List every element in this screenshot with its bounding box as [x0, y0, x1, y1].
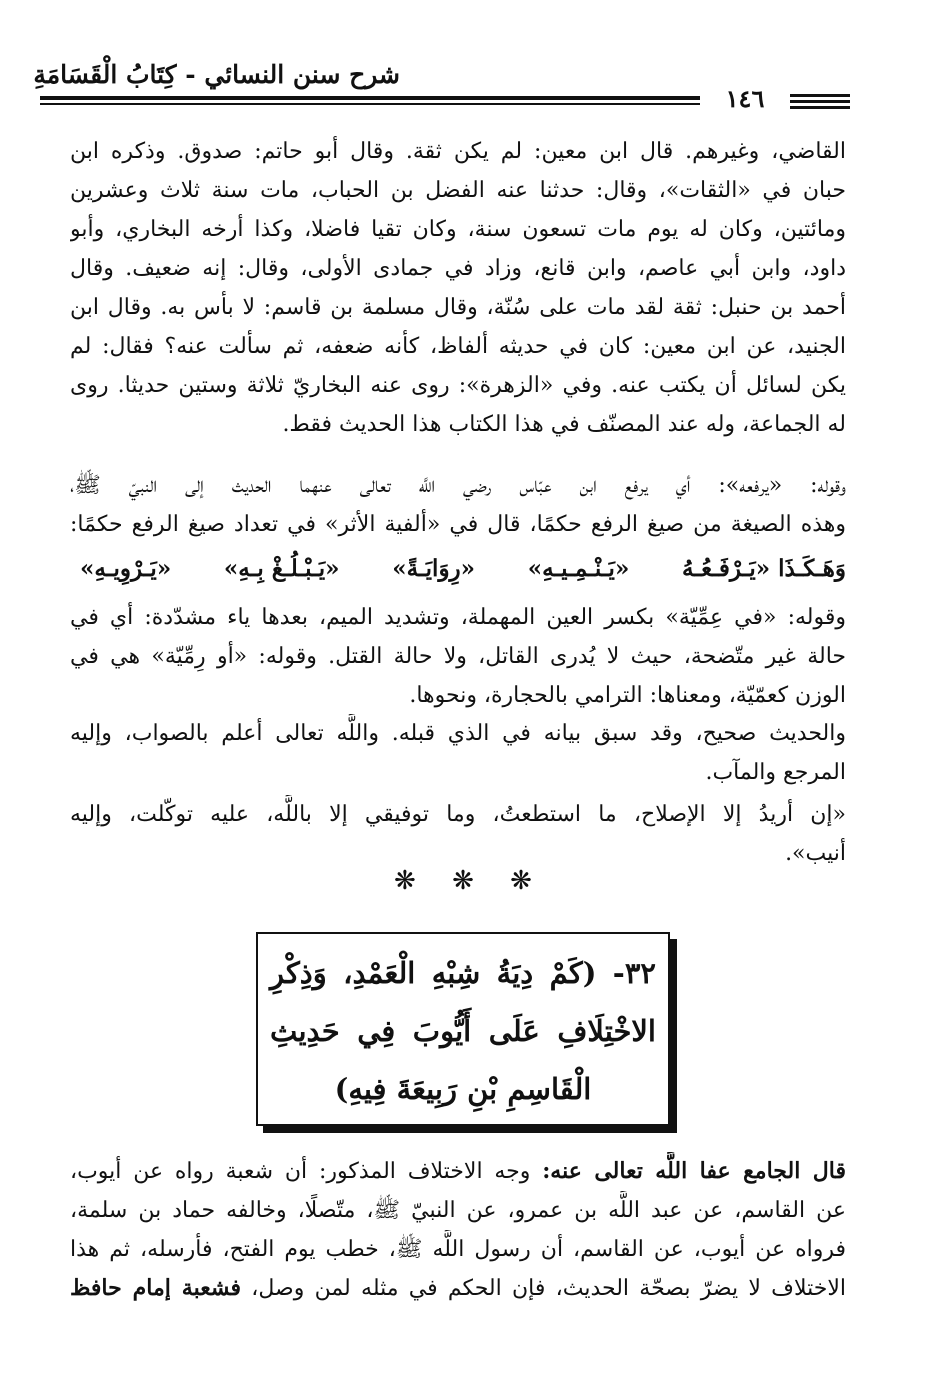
page-number-rule-2	[790, 100, 850, 103]
text-line: وقوله: «في عِمِّيّة» بكسر العين المهملة، وتشديد الميم، بعدها ياء مشدّدة: أي في	[70, 605, 846, 630]
text-line: الجنيد، عن ابن معين: كان في حديثه ألفاظ، كأنه ضعفه، ثم سألت عنه؟ فقال: لم	[70, 334, 846, 359]
text-line: والحديث صحيح، وقد سبق بيانه في الذي قبله. واللَّه تعالى أعلم بالصواب، وإليه	[70, 721, 846, 746]
verse-word: «يَـبْـلُـغْ بِـهِ»	[223, 554, 340, 582]
text-line: له الجماعة، وله عند المصنّف في هذا الكتاب هذا الحديث فقط.	[282, 412, 846, 437]
text-line: عن القاسم، عن عبد اللَّه بن عمرو، عن النبيّ ﷺ، متّصلًا، وخالفه حماد بن سلمة،	[70, 1198, 846, 1223]
chapter-heading-line: ٣٢- (كَمْ دِيَةُ شِبْهِ الْعَمْدِ، وَذِكْرِ	[270, 956, 656, 990]
text-line: حالة غير متّضحة، حيث لا يُدرى القاتل، ولا حالة القتل. وقوله: «أو رِمِّيّة» هي في	[70, 644, 846, 669]
text-line: يكن لسائل أن يكتب عنه. وفي «الزهرة»: روى عنه البخاريّ ثلاثة وستين حديثا. روى	[70, 373, 846, 398]
text-line: الوزن كعمّيّة، ومعناها: الترامي بالحجارة، ونحوها.	[409, 683, 846, 708]
paragraph-yarfauhu	[70, 466, 846, 544]
header-rule-thick	[40, 96, 700, 100]
text-line: وقوله: «يرفعه»: أي يرفع ابن عبّاس رضي اللَّه تعالى عنهما الحديث إلى النبيّ ﷺ،	[70, 473, 846, 498]
page-number-rule-1	[790, 94, 850, 97]
text-run: الاختلاف لا يضرّ بصحّة الحديث، فإن الحكم في مثله لمن وصل،	[240, 1276, 846, 1301]
chapter-heading-line: الاخْتِلَافِ عَلَى أَيُّوبَ فِي حَدِيثِ	[270, 1014, 656, 1048]
text-line: القاضي، وغيرهم. قال ابن معين: لم يكن ثقة. وقال أبو حاتم: صدوق. وذكره ابن	[70, 139, 846, 164]
verse-word: «يَـنْـمِـيـهِ»	[527, 554, 630, 582]
verse-word: «رِوَايَـةً»	[392, 554, 476, 582]
text-run: وجه الاختلاف المذكور: أن شعبة رواه عن أيوب،	[70, 1159, 543, 1184]
running-header-title: شرح سنن النسائي - كِتَابُ الْقَسَامَةِ	[33, 60, 400, 89]
chapter-heading	[270, 944, 656, 1116]
chapter-heading-line: الْقَاسِمِ بْنِ رَبِيعَةَ فِيهِ)	[334, 1072, 592, 1106]
paragraph-narrator-biography	[70, 132, 846, 444]
poetry-verse	[80, 548, 846, 588]
compiler-lead: قال الجامع عفا اللَّه تعالى عنه:	[542, 1158, 846, 1184]
page-number: ١٤٦	[725, 84, 765, 113]
paragraph-compiler-note	[70, 1152, 846, 1308]
text-line: حبان في «الثقات»، وقال: حدثنا عنه الفضل بن الحباب، مات سنة ثلاث وعشرين	[70, 178, 846, 203]
text-line: ومائتين، وكان له يوم مات تسعون سنة، وكان تقيا فاضلا، وكذا أرخه البخاري، وأبو	[70, 217, 846, 242]
text-line: وهذه الصيغة من صيغ الرفع حكمًا، قال في «ألفية الأثر» في تعداد صيغ الرفع حكمًا:	[70, 512, 846, 537]
text-line	[70, 1152, 846, 1191]
section-separator: ❋ ❋ ❋	[394, 866, 546, 896]
page-number-rule-3	[790, 106, 850, 109]
paragraph-immiyya	[70, 598, 846, 715]
header-rule-thin	[40, 103, 700, 105]
text-line: فرواه عن أيوب، عن القاسم، أن رسول اللَّه ﷺ، خطب يوم الفتح، فأرسله، ثم هذا	[70, 1237, 846, 1262]
text-line: أحمد بن حنبل: ثقة لقد مات على سُنّة، وقال مسلمة بن قاسم: لا بأس به. وقال ابن	[70, 295, 846, 320]
text-line: المرجع والمآب.	[705, 760, 846, 785]
bold-trail: فشعبة إمام حافظ	[70, 1275, 241, 1301]
verse-word: «يَـرْوِيـهِ»	[80, 554, 172, 582]
text-line: «إن أريدُ إلا الإصلاح، ما استطعتُ، وما توفيقي إلا باللَّه، عليه توكّلت، وإليه	[70, 802, 846, 827]
chapter-heading-box	[256, 932, 670, 1126]
text-line: أنيب».	[785, 841, 846, 866]
verse-word: وَهَـكَـذَا «يَـرْفَـعُـهُ	[682, 554, 846, 582]
paragraph-hadith-sahih	[70, 714, 846, 792]
text-line	[70, 1269, 846, 1308]
paragraph-closing-quote	[70, 795, 846, 873]
text-line: داود، وابن أبي عاصم، وابن قانع، وزاد في جمادى الأولى، وقال: إنه ضعيف. وقال	[70, 256, 846, 281]
